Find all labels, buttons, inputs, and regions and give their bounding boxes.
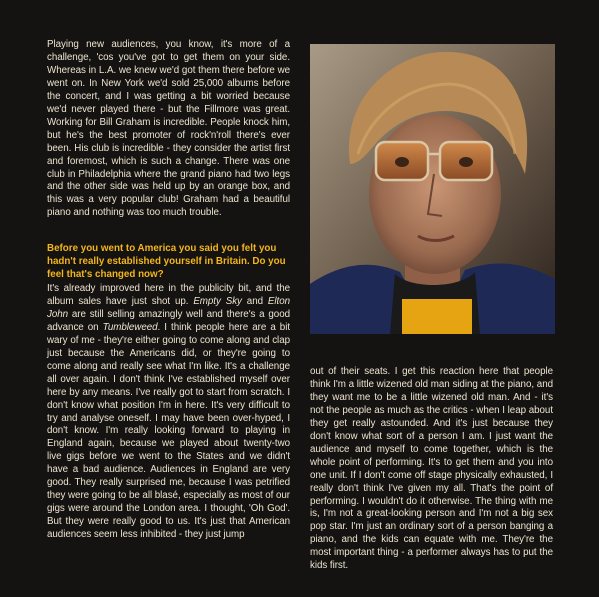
answer-text-c: are still selling amazingly well and there's a good advance on <box>47 308 290 333</box>
album-title-elton-john: Elton John <box>47 295 290 320</box>
interview-question: Before you went to America you said you felt you hadn't really established yourself in Britain. Do you feel that's changed now? <box>47 243 286 280</box>
album-title-tumbleweed: Tumbleweed <box>102 321 158 333</box>
paragraph-britain <box>47 283 290 542</box>
answer-text-d: . I think people here are a bit wary of me - they're either going to come along and clap just because the Americans did, or they're going to come along and really see what I'm like. It's a challenge all over again. I don't think I've established myself over here by any means. I've really got to start from scratch. I don't know what position I'm in here. It's very difficult to try and analyse oneself. I may have been over-hyped, I don't know. I'm really looking forward to playing in England again, because we played about twenty-two live gigs before we went to the States and we didn't have a bad audience. Audiences in England are very good. They really surprised me, because I was petrified they were going to be all blasé, especially as most of our gigs were around the London area. I thought, 'Oh God'. But they were really good to us. It's just that American audiences seem less inhibited - they just jump <box>47 321 290 541</box>
answer-text-b: and <box>241 295 268 307</box>
paragraph-fillmore: Playing new audiences, you know, it's more of a challenge, 'cos you've got to get them on your side. Whereas in L.A. we knew we'd got them there before we went on. In New York we'd sold 25,000 albums before the concert, and I was getting a bit worried because we'd never played there - but the Fillmore was great. Working for Bill Graham is incredible. People knock him, but he's the best promoter of rock'n'roll there's ever been. His club is incredible - they consider the artist first and foremost, which is such a change. There was one club in Philadelphia where the grand piano had two legs and the other side was held up by an orange box, and this was a very popular club! Graham had a beautiful piano and nothing was too much trouble. <box>47 39 290 219</box>
answer-text-a: It's already improved here in the publicity bit, and the album sales have just shot up. <box>47 283 290 307</box>
album-title-empty-sky: Empty Sky <box>193 295 242 307</box>
paragraph-performing: out of their seats. I get this reaction here that people think I'm a little wizened old man siding at the piano, and they want me to be a little wizened old man. And - it's not the people as much as the critics - when I leap about they get really astounded. And it's just because they don't know what sort of a person I am. I just want the audience and myself to come together, which is the whole point of performing. It's to get them and you into one unit. If I don't come off stage physically exhausted, I really don't think I've given my all. That's the point of performing. I wouldn't do it otherwise. The thing with me is, I'm not a great-looking person and I'm not a big sex pop star. I'm just an ordinary sort of a person banging a piano, and the kids can equate with me. They're the most important thing - a performer always has to put the kids first. <box>310 366 553 572</box>
portrait-photo <box>310 44 555 334</box>
